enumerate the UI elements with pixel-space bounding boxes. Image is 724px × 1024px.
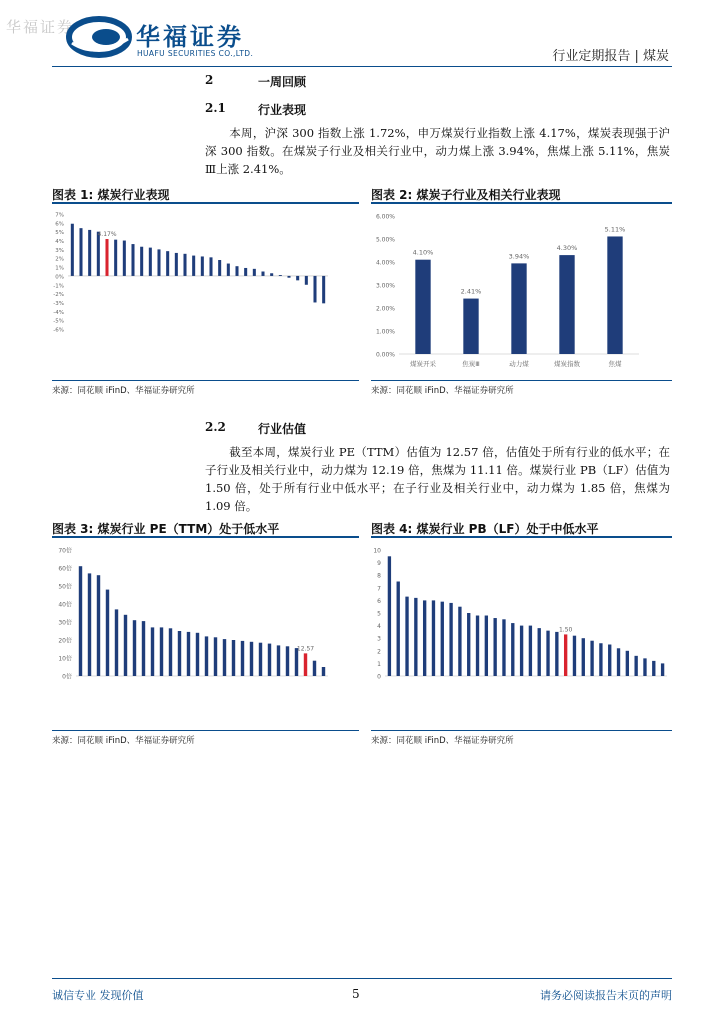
bar	[79, 228, 82, 276]
bar	[634, 656, 637, 676]
y-tick-label: -6%	[53, 327, 64, 334]
bar	[493, 618, 496, 676]
section-2-title: 一周回顾	[258, 75, 307, 89]
bar	[160, 627, 163, 676]
y-tick-label: 0	[377, 673, 381, 681]
bar	[124, 615, 127, 676]
bar	[467, 613, 470, 676]
y-tick-label: -2%	[53, 292, 64, 299]
bar	[313, 661, 316, 676]
y-tick-label: 40倍	[58, 601, 72, 609]
bar	[296, 276, 299, 280]
bar	[322, 667, 325, 676]
figure-1-bottom-rule	[52, 380, 359, 381]
bar	[250, 642, 253, 676]
y-tick-label: 0%	[55, 274, 64, 281]
bar	[643, 658, 646, 676]
y-tick-label: 1	[377, 660, 381, 668]
bar	[423, 600, 426, 676]
bar	[114, 240, 117, 276]
y-tick-label: 3.00%	[375, 282, 395, 290]
bar	[123, 241, 126, 276]
bar	[187, 632, 190, 676]
bar-data-label: 2.41%	[460, 287, 482, 296]
bar	[192, 256, 195, 276]
y-tick-label: 6.00%	[375, 213, 395, 221]
footer-slogan: 诚信专业 发现价值	[52, 989, 144, 1002]
y-tick-label: 2%	[55, 256, 64, 263]
y-tick-label: 1%	[55, 265, 64, 272]
bar	[546, 631, 549, 676]
y-tick-label: 20倍	[58, 637, 72, 645]
y-tick-label: 4	[377, 623, 381, 631]
figure-1-chart	[52, 204, 359, 379]
logo-text-en: HUAFU SECURITIES CO.,LTD.	[137, 49, 254, 58]
bar	[573, 636, 576, 676]
y-tick-label: 30倍	[58, 619, 72, 627]
bar	[441, 602, 444, 676]
figure-4-source: 来源：同花顺 iFinD、华福证券研究所	[371, 736, 514, 746]
y-tick-label: 6	[377, 597, 381, 605]
bar	[223, 639, 226, 676]
y-tick-label: -4%	[53, 309, 64, 316]
bar	[415, 260, 430, 354]
bar	[511, 623, 514, 676]
bar	[607, 236, 622, 354]
footer-divider	[52, 978, 672, 979]
bar	[106, 590, 109, 676]
highlight-bar	[105, 239, 108, 276]
y-tick-label: 2	[377, 648, 381, 656]
y-tick-label: 0.00%	[375, 351, 395, 359]
bar	[261, 272, 264, 276]
y-tick-label: 2.00%	[375, 305, 395, 313]
figure-3-source: 来源：同花顺 iFinD、华福证券研究所	[52, 736, 195, 746]
bar	[599, 643, 602, 676]
y-tick-label: 50倍	[58, 583, 72, 591]
y-tick-label: 9	[377, 560, 381, 568]
bar	[253, 269, 256, 276]
bar	[131, 244, 134, 276]
section-2-1-paragraph: 本周，沪深 300 指数上涨 1.72%，申万煤炭行业指数上涨 4.17%，煤炭表现强于沪深 300 指数。在煤炭子行业及相关行业中，动力煤上涨 3.94%，焦煤上涨 5.11%，焦炭Ⅲ上涨 2.41%。	[205, 126, 670, 176]
footer-disclaimer: 请务必阅读报告末页的声明	[540, 989, 672, 1002]
y-tick-label: 5	[377, 610, 381, 618]
y-tick-label: 5.00%	[375, 236, 395, 244]
y-tick-label: 70倍	[58, 547, 72, 555]
bar	[175, 253, 178, 276]
bar	[259, 643, 262, 676]
bar	[582, 638, 585, 676]
bar	[241, 641, 244, 676]
bar	[178, 631, 181, 676]
bar	[661, 663, 664, 676]
bar	[511, 263, 526, 354]
bar	[88, 230, 91, 276]
x-tick-label: 焦煤	[608, 360, 622, 368]
highlight-bar	[564, 634, 567, 676]
bar	[388, 556, 391, 676]
y-tick-label: 3%	[55, 247, 64, 254]
y-tick-label: 5%	[55, 230, 64, 237]
y-tick-label: 7	[377, 585, 381, 593]
bar	[79, 566, 82, 676]
bar	[227, 264, 230, 276]
bar	[322, 276, 325, 303]
y-tick-label: 7%	[55, 212, 64, 219]
bar	[142, 621, 145, 676]
y-tick-label: 10倍	[58, 655, 72, 663]
bar	[485, 616, 488, 676]
bar	[270, 273, 273, 276]
y-tick-label: 60倍	[58, 565, 72, 573]
highlight-data-label: 4.17%	[97, 231, 117, 239]
bar	[205, 636, 208, 676]
section-2-2-number: 2.2	[205, 420, 226, 434]
bar	[151, 627, 154, 676]
figure-1-title: 图表 1: 煤炭行业表现	[52, 188, 170, 202]
bar	[209, 257, 212, 276]
bar	[244, 268, 247, 276]
bar	[520, 626, 523, 676]
bar	[218, 260, 221, 276]
bar	[405, 597, 408, 676]
figure-3-bottom-rule	[52, 730, 359, 731]
figure-4-title: 图表 4: 煤炭行业 PB（LF）处于中低水平	[371, 522, 599, 536]
y-tick-label: -5%	[53, 318, 64, 325]
bar	[397, 582, 400, 677]
bar	[157, 249, 160, 276]
bar	[232, 640, 235, 676]
section-2-number: 2	[205, 73, 214, 87]
bar	[608, 645, 611, 677]
bar	[214, 637, 217, 676]
bar	[652, 661, 655, 676]
y-tick-label: 10	[373, 547, 381, 555]
bar	[183, 254, 186, 276]
bar	[449, 603, 452, 676]
y-tick-label: 3	[377, 635, 381, 643]
logo-text-cn: 华福证券	[136, 22, 244, 51]
y-tick-label: 0倍	[62, 673, 72, 681]
bar	[559, 255, 574, 354]
bar	[529, 626, 532, 676]
figure-2-source: 来源：同花顺 iFinD、华福证券研究所	[371, 386, 514, 396]
y-tick-label: 1.00%	[375, 328, 395, 336]
y-tick-label: 6%	[55, 221, 64, 228]
y-tick-label: -3%	[53, 300, 64, 307]
bar-data-label: 3.94%	[508, 252, 530, 261]
bar	[279, 275, 282, 276]
figure-1-source: 来源：同花顺 iFinD、华福证券研究所	[52, 386, 195, 396]
highlight-bar	[304, 653, 307, 676]
bar	[458, 607, 461, 676]
figure-4-chart	[371, 538, 672, 728]
header-divider	[52, 66, 672, 67]
bar	[140, 247, 143, 276]
figure-3-title: 图表 3: 煤炭行业 PE（TTM）处于低水平	[52, 522, 280, 536]
y-tick-label: 4.00%	[375, 259, 395, 267]
bar	[555, 632, 558, 676]
bar	[97, 232, 100, 276]
bar-data-label: 5.11%	[604, 225, 626, 234]
bar	[538, 628, 541, 676]
bar	[268, 644, 271, 676]
bar	[590, 641, 593, 676]
bar	[201, 256, 204, 275]
bar	[97, 575, 100, 676]
figure-3-chart	[52, 538, 359, 728]
highlight-data-label: 1.50	[558, 626, 573, 634]
section-2-2-title: 行业估值	[258, 422, 307, 436]
figure-4-bottom-rule	[371, 730, 672, 731]
highlight-data-label: 12.57	[296, 645, 315, 653]
figure-2-chart	[371, 204, 672, 379]
bar	[617, 648, 620, 676]
x-tick-label: 动力煤	[509, 360, 529, 368]
bar-data-label: 4.30%	[556, 244, 578, 253]
bar	[286, 646, 289, 676]
bar	[277, 645, 280, 676]
bar	[115, 609, 118, 676]
bar	[71, 224, 74, 276]
section-2-1-title: 行业表现	[258, 103, 307, 117]
y-tick-label: -1%	[53, 283, 64, 290]
bar	[88, 573, 91, 676]
watermark: 华福证券	[6, 18, 75, 36]
section-2-2-paragraph: 截至本周，煤炭行业 PE（TTM）估值为 12.57 倍，估值处于所有行业的低水平；在子行业及相关行业中，动力煤为 12.19 倍，焦煤为 11.11 倍。煤炭行业 PB（LF）估值为 1.50 倍，处于所有行业中低水平；在子行业及相关行业中，动力煤为 1.85 倍，焦煤为 1.09 倍。	[205, 445, 670, 513]
page-number: 5	[352, 987, 360, 1001]
bar	[463, 299, 478, 354]
bar	[313, 276, 316, 303]
bar	[287, 276, 290, 278]
x-tick-label: 煤炭指数	[554, 360, 580, 368]
bar	[149, 248, 152, 276]
bar	[166, 251, 169, 276]
bar-data-label: 4.10%	[412, 248, 434, 257]
figure-2-title: 图表 2: 煤炭子行业及相关行业表现	[371, 188, 561, 202]
bar	[133, 620, 136, 676]
bar	[414, 598, 417, 676]
x-tick-label: 焦炭Ⅲ	[462, 360, 480, 368]
bar	[169, 628, 172, 676]
bar	[432, 600, 435, 676]
bar	[196, 633, 199, 676]
figure-2-bottom-rule	[371, 380, 672, 381]
y-tick-label: 8	[377, 572, 381, 580]
bar	[476, 616, 479, 676]
x-tick-label: 煤炭开采	[410, 360, 436, 368]
bar	[502, 619, 505, 676]
report-type: 行业定期报告 | 煤炭	[552, 49, 669, 64]
section-2-1-number: 2.1	[205, 101, 226, 115]
y-tick-label: 4%	[55, 239, 64, 246]
bar	[305, 276, 308, 285]
bar	[626, 651, 629, 676]
bar	[235, 266, 238, 276]
